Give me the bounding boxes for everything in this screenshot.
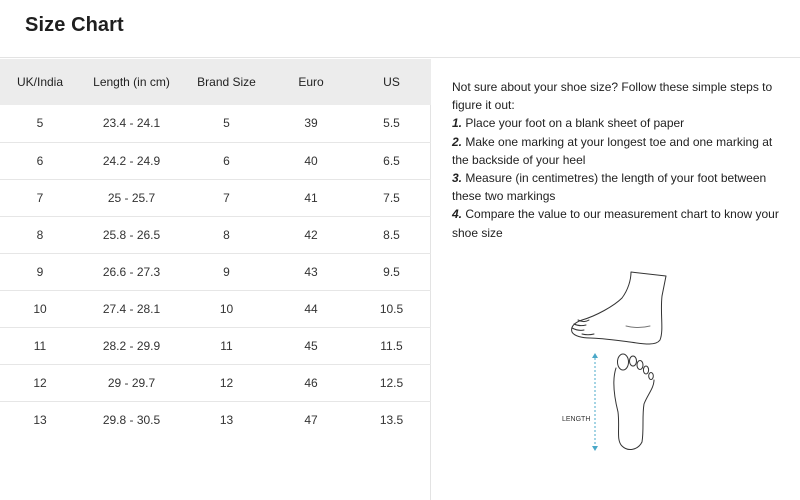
cell-uk-india: 10 [0, 290, 80, 327]
cell-brand-size: 7 [183, 179, 270, 216]
length-label: LENGTH [562, 416, 591, 423]
cell-uk-india: 8 [0, 216, 80, 253]
cell-uk-india: 9 [0, 253, 80, 290]
cell-us: 12.5 [352, 364, 431, 401]
cell-uk-india: 7 [0, 179, 80, 216]
cell-euro: 40 [270, 142, 352, 179]
guide-step [452, 205, 787, 241]
page-header [0, 0, 800, 58]
cell-brand-size: 12 [183, 364, 270, 401]
table-row [0, 364, 431, 401]
cell-euro: 43 [270, 253, 352, 290]
cell-length: 25.8 - 26.5 [80, 216, 183, 253]
cell-uk-india: 11 [0, 327, 80, 364]
table-header-row [0, 59, 431, 105]
step-number: 1. [452, 116, 463, 131]
cell-euro: 41 [270, 179, 352, 216]
table-row [0, 401, 431, 438]
table-row [0, 290, 431, 327]
cell-brand-size: 11 [183, 327, 270, 364]
cell-brand-size: 9 [183, 253, 270, 290]
foot-measurement-svg [556, 268, 676, 458]
cell-length: 25 - 25.7 [80, 179, 183, 216]
size-table [0, 59, 431, 438]
cell-length: 29 - 29.7 [80, 364, 183, 401]
measurement-guide [452, 78, 787, 242]
step-number: 4. [452, 207, 463, 222]
cell-us: 8.5 [352, 216, 431, 253]
cell-uk-india: 13 [33, 412, 47, 427]
cell-uk-india: 5 [0, 105, 80, 142]
cell-euro: 46 [270, 364, 352, 401]
table-row [0, 327, 431, 364]
table-row [0, 105, 431, 142]
cell-length: 26.6 - 27.3 [80, 253, 183, 290]
cell-brand-size: 10 [183, 290, 270, 327]
cell-brand-size: 8 [183, 216, 270, 253]
step-text: Place your foot on a blank sheet of paper [465, 116, 685, 131]
cell-euro: 42 [270, 216, 352, 253]
guide-step [452, 169, 787, 205]
guide-intro: Not sure about your shoe size? Follow these simple steps to figure it out: [452, 80, 773, 113]
table-row [0, 253, 431, 290]
cell-brand-size: 6 [183, 142, 270, 179]
step-number: 2. [452, 134, 463, 149]
guide-step [452, 133, 787, 169]
step-text: Compare the value to our measurement chart to know your shoe size [452, 207, 779, 240]
page-title: Size Chart [25, 14, 124, 36]
cell-us: 5.5 [352, 105, 431, 142]
column-header-uk-india: UK/India [16, 75, 64, 89]
foot-top-view-icon [614, 354, 654, 449]
cell-us: 9.5 [352, 253, 431, 290]
measurement-line-icon [592, 353, 598, 451]
guide-step [452, 114, 787, 132]
cell-length: 28.2 - 29.9 [80, 327, 183, 364]
size-table-container [0, 59, 431, 500]
column-header-euro: Euro [298, 75, 324, 89]
table-row [0, 142, 431, 179]
cell-us: 11.5 [352, 327, 431, 364]
cell-us: 13.5 [379, 412, 404, 427]
cell-length: 27.4 - 28.1 [80, 290, 183, 327]
step-text: Measure (in centimetres) the length of your foot between these two markings [452, 171, 767, 204]
cell-length: 24.2 - 24.9 [80, 142, 183, 179]
cell-euro: 47 [304, 412, 318, 427]
foot-measurement-icon [556, 268, 676, 458]
step-text: Make one marking at your longest toe and one marking at the backside of your heel [452, 134, 773, 167]
column-header-length: Length (in cm) [93, 75, 170, 89]
cell-length: 23.4 - 24.1 [80, 105, 183, 142]
cell-uk-india: 6 [0, 142, 80, 179]
table-row [0, 179, 431, 216]
foot-side-view-icon [572, 272, 666, 344]
cell-uk-india: 12 [0, 364, 80, 401]
column-header-brand-size: Brand Size [197, 75, 256, 89]
column-header-us: US [383, 75, 400, 89]
cell-us: 7.5 [352, 179, 431, 216]
cell-brand-size: 5 [183, 105, 270, 142]
table-row [0, 216, 431, 253]
cell-us: 10.5 [352, 290, 431, 327]
cell-length: 29.8 - 30.5 [102, 412, 161, 427]
cell-euro: 39 [270, 105, 352, 142]
step-number: 3. [452, 171, 463, 186]
cell-euro: 45 [270, 327, 352, 364]
cell-us: 6.5 [352, 142, 431, 179]
cell-brand-size: 13 [219, 412, 234, 427]
cell-euro: 44 [270, 290, 352, 327]
